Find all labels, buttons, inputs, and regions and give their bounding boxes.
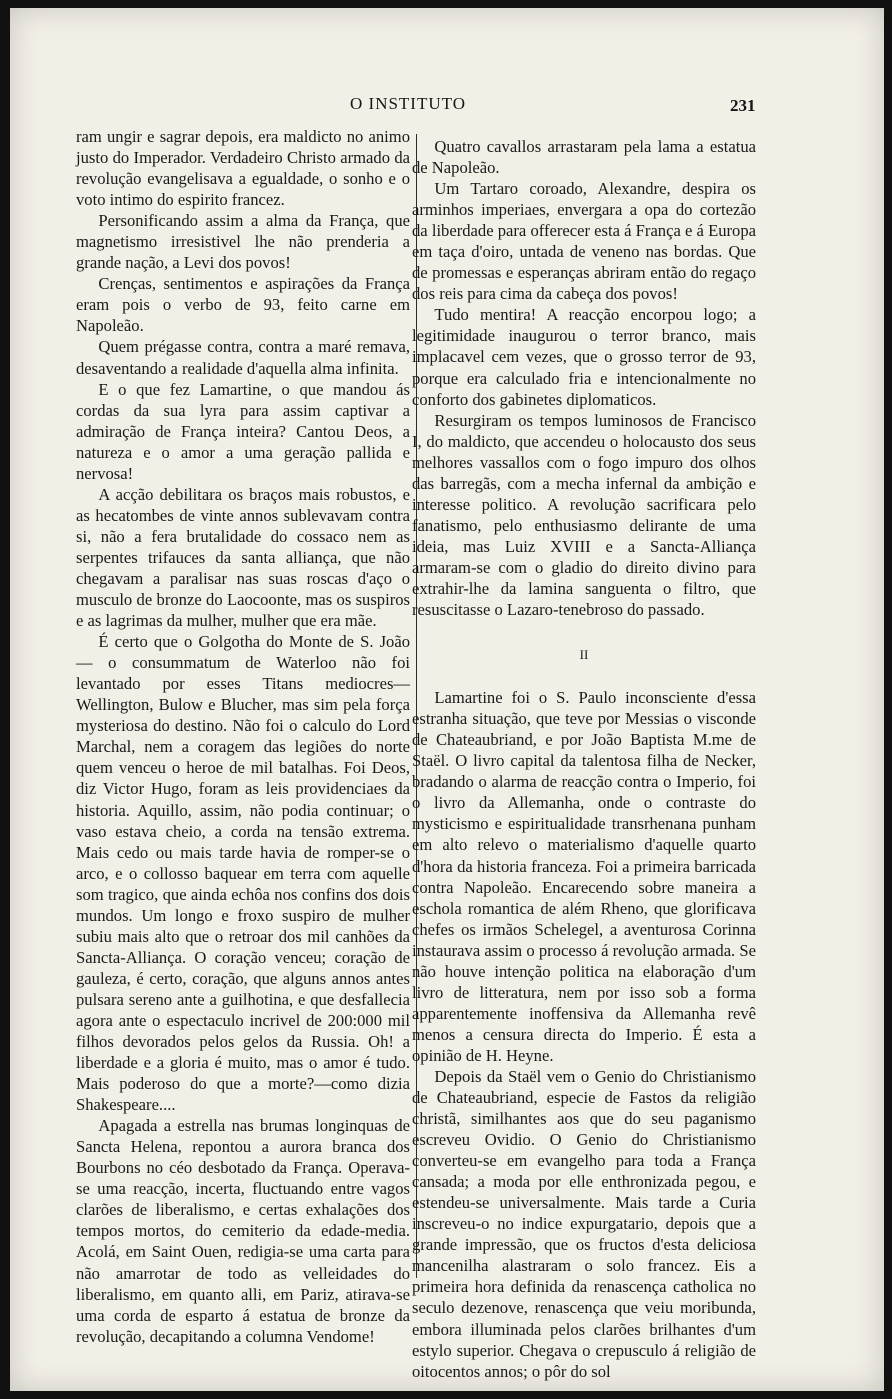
paragraph: Apagada a estrella nas brumas longinquas de Sancta Helena, repontou a aurora branca dos Bourbons no céo desbotado da França. Operava-se uma reacção, incerta, fluctuando entre vagos clarões de liberalismo, e certas exhalações dos tempos mortos, do cemiterio da edade-media. Acolá, em Saint Ouen, redigia-se uma carta para não amarrotar de todo as velleidades do liberalismo, em quanto alli, em Pariz, atirava-se uma corda de esparto á estatua de bronze da revolução, decapitando a columna Vendome! [76, 1116, 410, 1346]
paragraph: Personificando assim a alma da França, que magnetismo irresistivel lhe não prenderia a grande nação, a Levi dos povos! [76, 211, 410, 273]
paragraph: Quatro cavallos arrastaram pela lama a estatua de Napoleão. [412, 137, 756, 178]
journal-title: O INSTITUTO [350, 94, 466, 113]
paragraph: E o que fez Lamartine, o que mandou ás cordas da sua lyra para assim captivar a admiração de França inteira? Cantou Deos, a natureza e o amor a uma geração pallida e nervosa! [76, 379, 410, 483]
left-column [76, 126, 410, 1347]
right-column [412, 136, 756, 1382]
section-heading: II [579, 647, 589, 663]
paragraph: Resurgiram os tempos luminosos de Francisco I, do maldicto, que accendeu o holocausto dos seus melhores vassallos com o fogo impuro dos olhos das barregãs, com a mecha infernal da ambição e interesse politico. A revolução sacrificara pelo fanatismo, pelo enthusiasmo delirante de uma ideia, mas Luiz XVIII e a Sancta-Alliança armaram-se com o gladio do direito divino para extrahir-lhe da lamina sanguenta o filtro, que resuscitasse o Lazaro-tenebroso do passado. [412, 410, 756, 620]
page [10, 8, 884, 1391]
paragraph: Quem prégasse contra, contra a maré remava, desaventando a realidade d'aquella alma infinita. [76, 337, 410, 378]
paragraph: É certo que o Golgotha do Monte de S. João — o consummatum de Waterloo não foi levantado por esses Titans mediocres—Wellington, Bulow e Blucher, mas sim pela força mysteriosa do destino. Não foi o calculo do Lord Marchal, nem a coragem das legiões do norte quem venceu o heroe de mil batalhas. Foi Deos, diz Victor Hugo, foram as leis providenciaes da historia. Aquillo, assim, não podia continuar; o vaso estava cheio, a corda na tensão extrema. Mais cedo ou mais tarde havia de romper-se o arco, e o collosso baquear em terra com aquelle som tragico, que ainda echôa nos confins dos dois mundos. Um longo e froxo suspiro de mulher subiu mais alto que o retroar dos mil canhões da Sancta-Alliança. O coração venceu; coração de gauleza, é certo, coração, que alguns annos antes pulsara sereno ante a guilhotina, e que desfallecia agora ante o espectaculo incrivel de 200:000 mil filhos devorados pelos gelos da Russia. Oh! a liberdade e a gloria é muito, mas o amor é tudo. Mais poderoso do que a morte?—como dizia Shakespeare.... [76, 632, 410, 1115]
paragraph: Depois da Staël vem o Genio do Christianismo de Chateaubriand, especie de Fastos da religião christã, similhantes aos que do seu paganismo escreveu Ovidio. O Genio do Christianismo converteu-se em evangelho para toda a França cansada; a moda por elle enthronizada pegou, e estendeu-se universalmente. Mais tarde a Curia inscreveu-o no indice expurgatario, depois que a grande impressão, que os fructos d'esta deliciosa mancenilha alastraram o solo francez. Eis a primeira hora definida da renascença catholica no seculo dezenove, renascença que veiu moribunda, embora illuminada pelos clarões brilhantes d'um estylo superior. Chegava o crepusculo á religião de oitocentos annos; o pôr do sol [412, 1066, 756, 1381]
paragraph: ram ungir e sagrar depois, era maldicto no animo justo do Imperador. Verdadeiro Christo armado da revolução evangelisava a egualdade, o sonho e o voto intimo do espirito francez. [76, 127, 410, 210]
paragraph: Tudo mentira! A reacção encorpou logo; a legitimidade inaugurou o terror branco, mais implacavel cem vezes, que o grosso terror de 93, porque era calculado fria e intencionalmente no conforto dos gabinetes diplomaticos. [412, 305, 756, 409]
running-header [10, 94, 884, 122]
paragraph: Um Tartaro coroado, Alexandre, despira os arminhos imperiaes, envergara a opa do cortezão da liberdade para offerecer esta á França e á Europa em taça d'oiro, untada de veneno nas bordas. Que de promessas e esperanças abriram então do regaço dos reis para cima da cabeça dos povos! [412, 179, 756, 304]
paragraph: Crenças, sentimentos e aspirações da França eram pois o verbo de 93, feito carne em Napoleão. [76, 274, 410, 336]
paragraph: Lamartine foi o S. Paulo inconsciente d'essa estranha situação, que teve por Messias o visconde de Chateaubriand, e por João Baptista M.me de Staël. O livro capital da talentosa filha de Necker, bradando o alarma de reacção contra o Imperio, foi o livro da Allemanha, onde o contraste do mysticismo e espiritualidade transrhenana punham em alto relevo o materialismo d'aquelle quarto d'hora da historia franceza. Foi a primeira barricada contra Napoleão. Encarecendo sobre maneira a eschola romantica de além Rheno, que glorificava chefes os irmãos Schelegel, a aventurosa Corinna instaurava assim o processo á revolução armada. Se não houve intenção politica na elaboração d'um livro de litteratura, nem por isso sob a forma apparentemente inoffensiva da Allemanha revê menos a censura directa do Imperio. É esta a opinião de H. Heyne. [412, 688, 756, 1065]
page-number: 231 [730, 96, 756, 115]
paragraph: A acção debilitara os braços mais robustos, e as hecatombes de vinte annos sublevavam contra si, não a fera brutalidade do cossaco nem as serpentes trifauces da santa alliança, que não chegavam a paralisar nas suas roscas d'aço o musculo de bronze do Laocoonte, mas os suspiros e as lagrimas da mulher, mulher que era mãe. [76, 484, 410, 631]
